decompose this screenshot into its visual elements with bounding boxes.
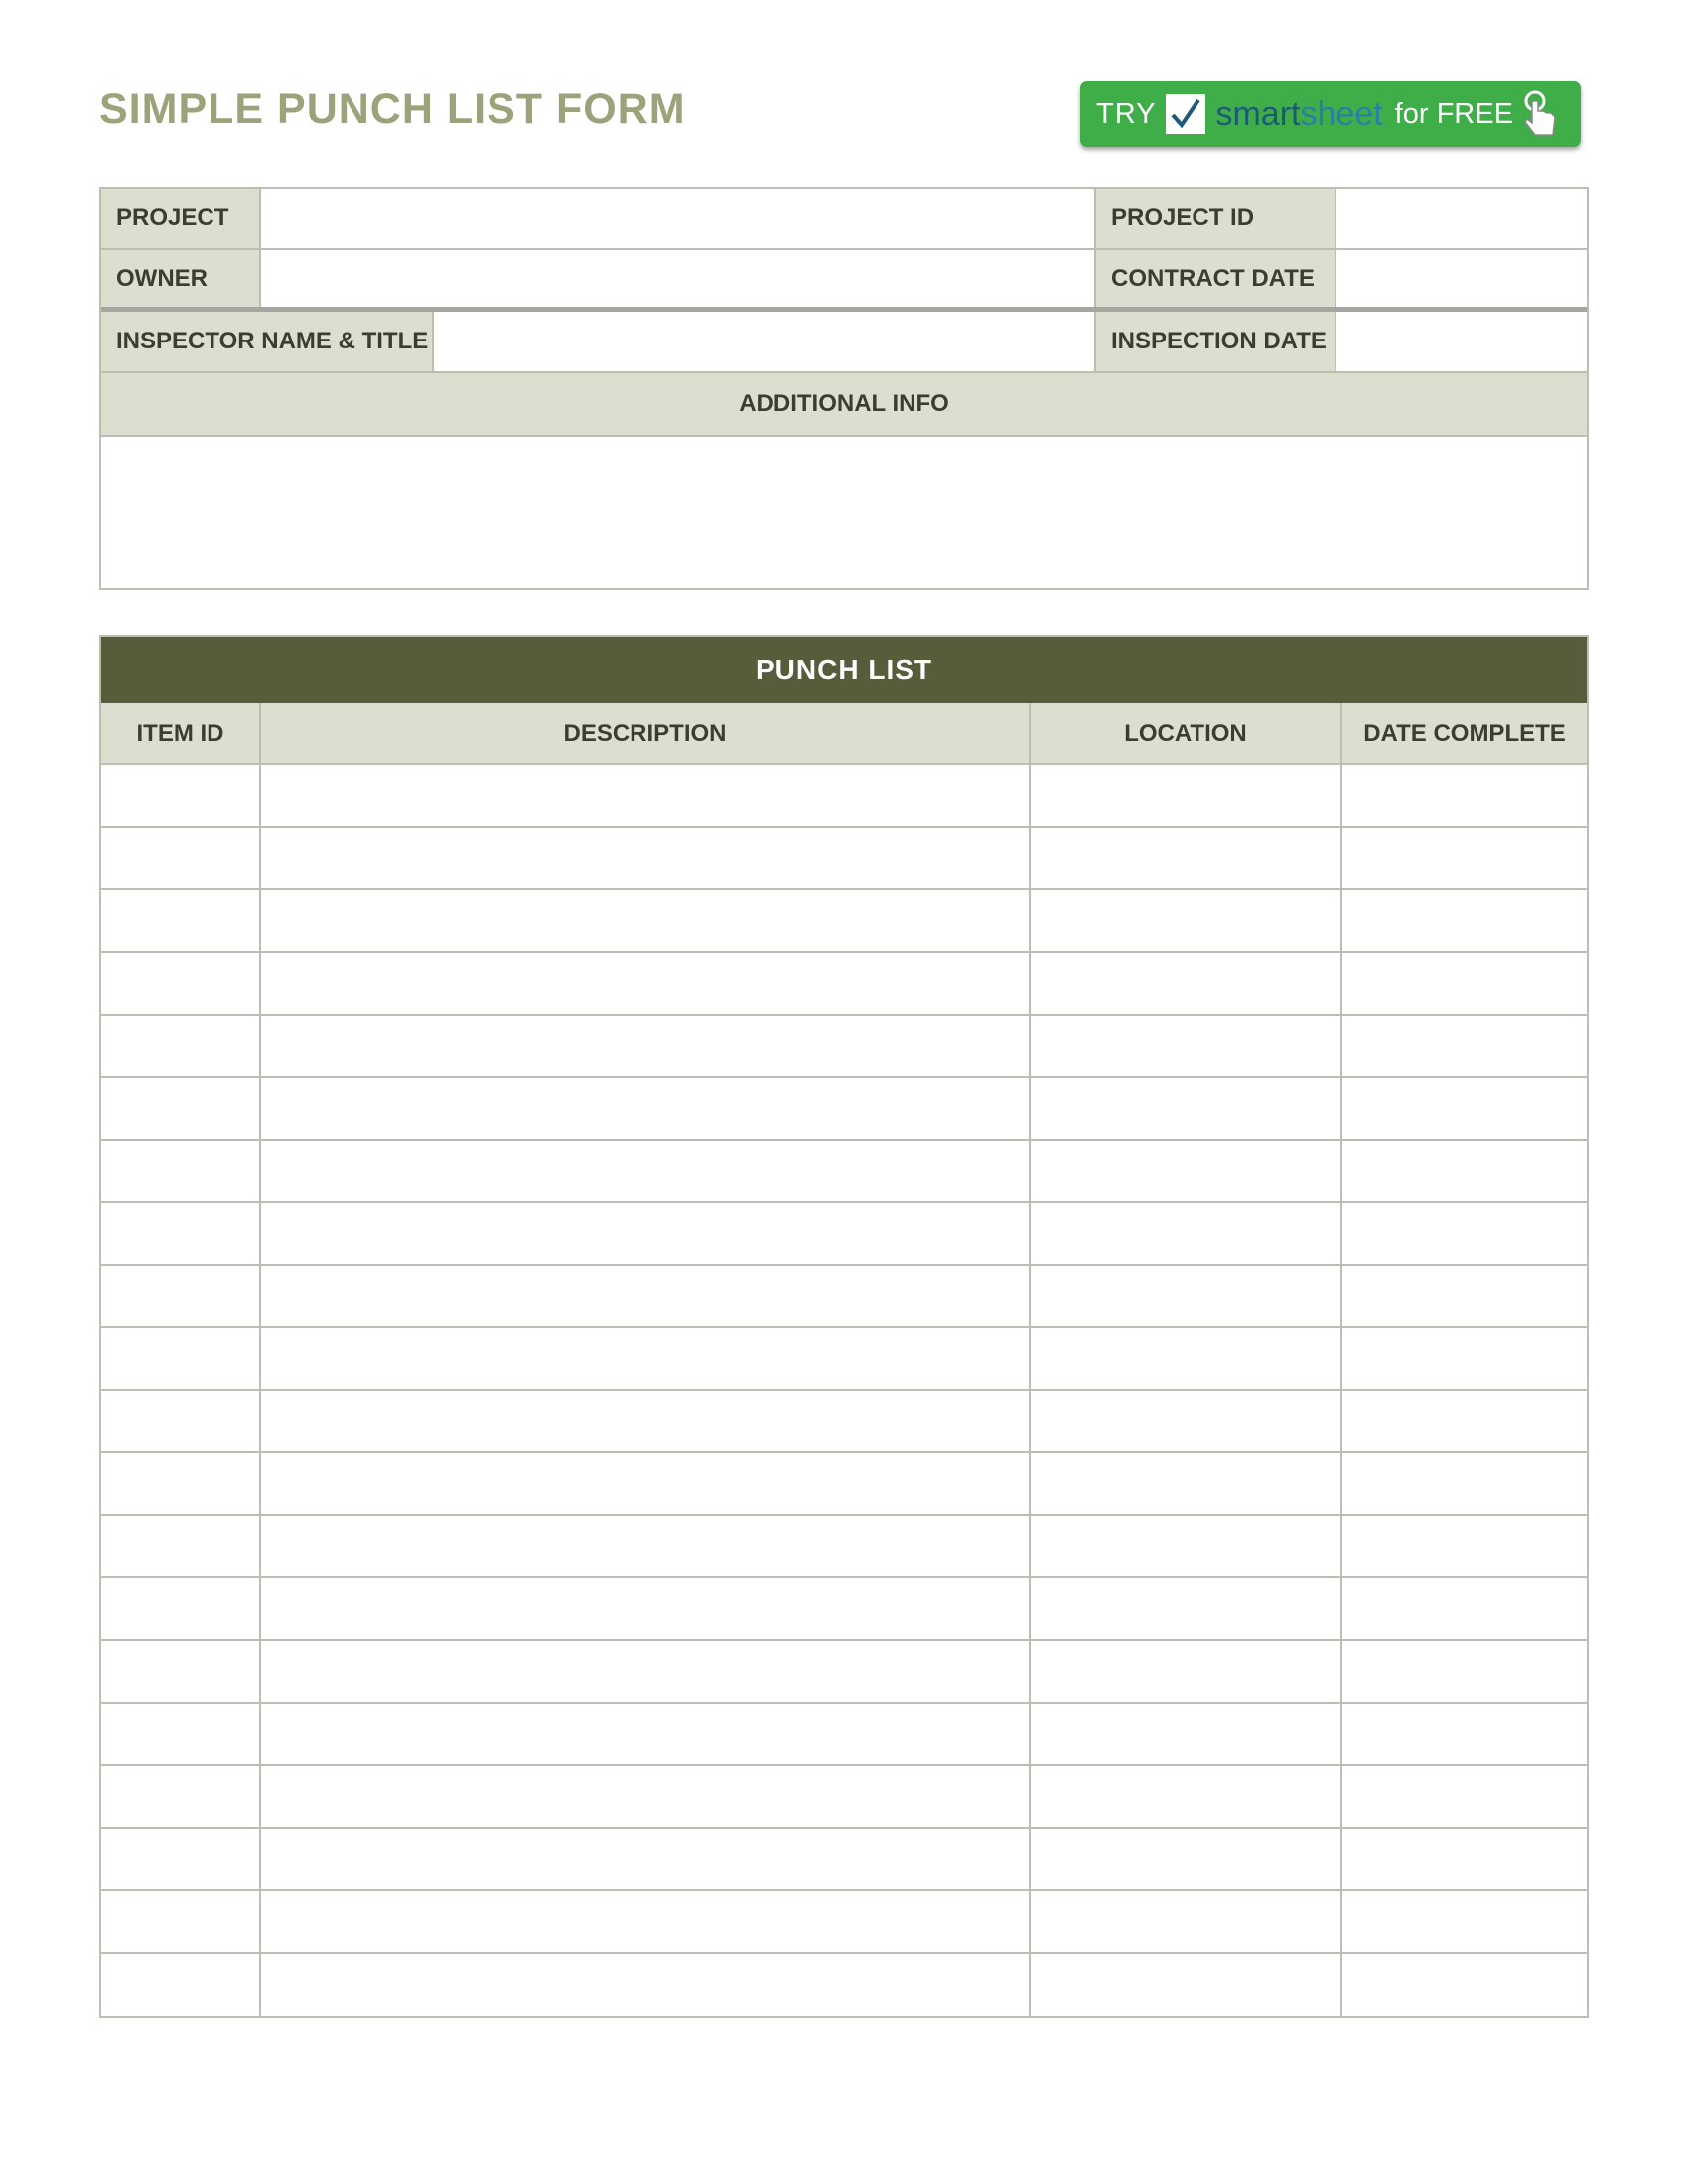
description-cell[interactable] [261,828,1031,888]
description-cell[interactable] [261,1078,1031,1139]
table-row [101,1141,1587,1203]
item-id-cell[interactable] [101,1453,261,1514]
item-id-cell[interactable] [101,828,261,888]
try-smartsheet-button[interactable] [1080,81,1581,147]
inspector-field[interactable] [434,312,1096,371]
description-cell[interactable] [261,1891,1031,1952]
promo-brand: smartsheet [1215,94,1383,133]
location-cell[interactable] [1031,1641,1342,1702]
description-cell[interactable] [261,1016,1031,1076]
date-complete-cell[interactable] [1342,1328,1587,1389]
column-header-location: LOCATION [1031,703,1342,763]
item-id-cell[interactable] [101,765,261,826]
date-complete-cell[interactable] [1342,1516,1587,1576]
table-row [101,1829,1587,1891]
table-row [101,828,1587,890]
item-id-cell[interactable] [101,1016,261,1076]
item-id-cell[interactable] [101,1141,261,1201]
description-cell[interactable] [261,1453,1031,1514]
table-row [101,1266,1587,1328]
table-row [101,1516,1587,1578]
item-id-cell[interactable] [101,1328,261,1389]
location-cell[interactable] [1031,1766,1342,1827]
date-complete-cell[interactable] [1342,1391,1587,1451]
punch-list-table [99,635,1589,2018]
location-cell[interactable] [1031,953,1342,1014]
location-cell[interactable] [1031,1016,1342,1076]
date-complete-cell[interactable] [1342,1954,1587,2016]
location-cell[interactable] [1031,1516,1342,1576]
location-cell[interactable] [1031,1829,1342,1889]
page-title: SIMPLE PUNCH LIST FORM [99,85,686,133]
item-id-cell[interactable] [101,1516,261,1576]
column-header-date-complete: DATE COMPLETE [1342,703,1587,763]
location-cell[interactable] [1031,1578,1342,1639]
table-row [101,1203,1587,1266]
date-complete-cell[interactable] [1342,1641,1587,1702]
description-cell[interactable] [261,1328,1031,1389]
description-cell[interactable] [261,1641,1031,1702]
date-complete-cell[interactable] [1342,1141,1587,1201]
punch-list-header-row [101,703,1587,765]
date-complete-cell[interactable] [1342,1891,1587,1952]
location-cell[interactable] [1031,828,1342,888]
hand-cursor-icon [1521,89,1561,139]
location-cell[interactable] [1031,1141,1342,1201]
table-row [101,1641,1587,1704]
date-complete-cell[interactable] [1342,1078,1587,1139]
date-complete-cell[interactable] [1342,765,1587,826]
table-row [101,765,1587,828]
item-id-cell[interactable] [101,1704,261,1764]
contract-date-label: CONTRACT DATE [1096,250,1336,307]
description-cell[interactable] [261,1203,1031,1264]
owner-field[interactable] [261,250,1096,307]
table-row [101,1453,1587,1516]
location-cell[interactable] [1031,1328,1342,1389]
description-cell[interactable] [261,1954,1031,2016]
location-cell[interactable] [1031,1891,1342,1952]
location-cell[interactable] [1031,1203,1342,1264]
date-complete-cell[interactable] [1342,1766,1587,1827]
project-id-label: PROJECT ID [1096,189,1336,248]
date-complete-cell[interactable] [1342,1266,1587,1326]
description-cell[interactable] [261,1516,1031,1576]
column-header-item-id: ITEM ID [101,703,261,763]
item-id-cell[interactable] [101,953,261,1014]
description-cell[interactable] [261,1141,1031,1201]
description-cell[interactable] [261,1391,1031,1451]
inspection-date-field[interactable] [1336,312,1587,371]
location-cell[interactable] [1031,1266,1342,1326]
table-row [101,1016,1587,1078]
date-complete-cell[interactable] [1342,1016,1587,1076]
description-cell[interactable] [261,1578,1031,1639]
description-cell[interactable] [261,765,1031,826]
table-row [101,1954,1587,2016]
date-complete-cell[interactable] [1342,1578,1587,1639]
additional-info-field[interactable] [101,437,1587,588]
table-row [101,890,1587,953]
inspector-label: INSPECTOR NAME & TITLE [101,312,434,371]
description-cell[interactable] [261,953,1031,1014]
description-cell[interactable] [261,1266,1031,1326]
date-complete-cell[interactable] [1342,890,1587,951]
punch-list-title: PUNCH LIST [101,637,1587,703]
promo-try-text: TRY [1096,97,1157,130]
date-complete-cell[interactable] [1342,828,1587,888]
item-id-cell[interactable] [101,1766,261,1827]
item-id-cell[interactable] [101,1078,261,1139]
table-row [101,1391,1587,1453]
table-row [101,1578,1587,1641]
location-cell[interactable] [1031,890,1342,951]
location-cell[interactable] [1031,1453,1342,1514]
table-row [101,1078,1587,1141]
column-header-description: DESCRIPTION [261,703,1031,763]
location-cell[interactable] [1031,765,1342,826]
description-cell[interactable] [261,1829,1031,1889]
location-cell[interactable] [1031,1704,1342,1764]
table-row [101,1891,1587,1954]
table-row [101,953,1587,1016]
description-cell[interactable] [261,890,1031,951]
date-complete-cell[interactable] [1342,953,1587,1014]
project-field[interactable] [261,189,1096,248]
location-cell[interactable] [1031,1391,1342,1451]
checkmark-icon [1166,94,1205,134]
item-id-cell[interactable] [101,1829,261,1889]
promo-free-text: for FREE [1394,97,1513,130]
inspection-date-label: INSPECTION DATE [1096,312,1336,371]
date-complete-cell[interactable] [1342,1203,1587,1264]
item-id-cell[interactable] [101,1391,261,1451]
location-cell[interactable] [1031,1954,1342,2016]
project-label: PROJECT [101,189,261,248]
item-id-cell[interactable] [101,1641,261,1702]
date-complete-cell[interactable] [1342,1704,1587,1764]
item-id-cell[interactable] [101,890,261,951]
description-cell[interactable] [261,1766,1031,1827]
description-cell[interactable] [261,1704,1031,1764]
project-id-field[interactable] [1336,189,1587,248]
item-id-cell[interactable] [101,1266,261,1326]
item-id-cell[interactable] [101,1954,261,2016]
owner-label: OWNER [101,250,261,307]
project-info-table [99,187,1589,590]
date-complete-cell[interactable] [1342,1829,1587,1889]
contract-date-field[interactable] [1336,250,1587,307]
date-complete-cell[interactable] [1342,1453,1587,1514]
item-id-cell[interactable] [101,1203,261,1264]
item-id-cell[interactable] [101,1891,261,1952]
table-row [101,1766,1587,1829]
table-row [101,1328,1587,1391]
item-id-cell[interactable] [101,1578,261,1639]
table-row [101,1704,1587,1766]
additional-info-label: ADDITIONAL INFO [101,373,1587,437]
location-cell[interactable] [1031,1078,1342,1139]
